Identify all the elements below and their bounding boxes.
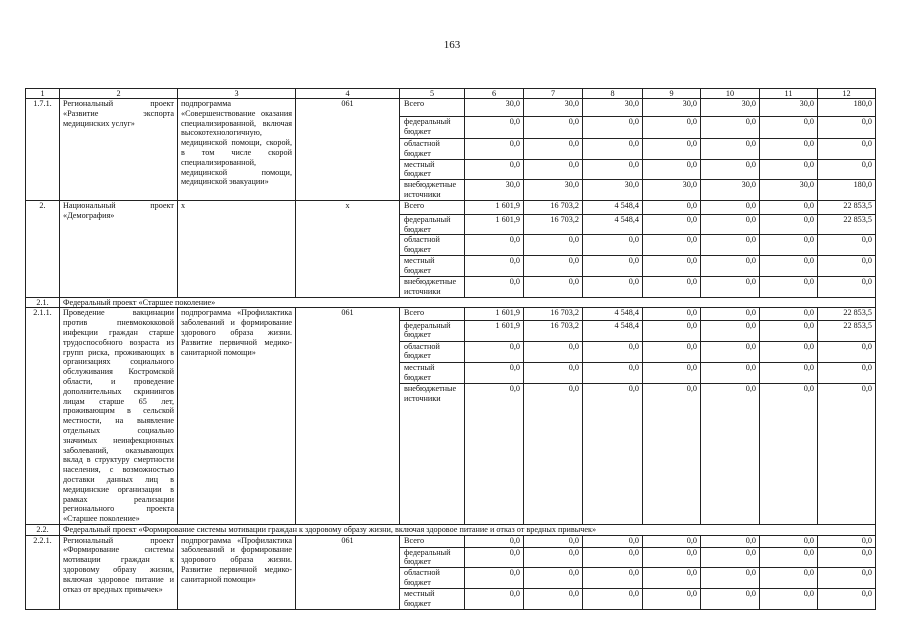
year-value-cell: 30,0 — [524, 180, 583, 201]
column-header: 6 — [465, 89, 524, 99]
column-header: 2 — [60, 89, 178, 99]
year-value-cell: 0,0 — [524, 547, 583, 568]
total-value-cell: 0,0 — [818, 384, 876, 525]
year-value-cell: 30,0 — [465, 99, 524, 117]
section-number: 2.2. — [26, 524, 60, 535]
year-value-cell: 16 703,2 — [524, 200, 583, 214]
column-header: 5 — [400, 89, 465, 99]
total-value-cell: 0,0 — [818, 159, 876, 180]
funding-source: областной бюджет — [400, 235, 465, 256]
column-header: 1 — [26, 89, 60, 99]
column-header: 8 — [583, 89, 643, 99]
funding-source: федеральный бюджет — [400, 117, 465, 139]
year-value-cell: 0,0 — [583, 159, 643, 180]
year-value-cell: 0,0 — [701, 139, 760, 160]
total-value-cell: 22 853,5 — [818, 214, 876, 235]
total-value-cell: 0,0 — [818, 117, 876, 139]
year-value-cell: 1 601,9 — [465, 214, 524, 235]
budget-code: 061 — [296, 535, 400, 609]
total-value-cell: 0,0 — [818, 235, 876, 256]
year-value-cell: 0,0 — [643, 214, 701, 235]
year-value-cell: 0,0 — [465, 547, 524, 568]
year-value-cell: 16 703,2 — [524, 320, 583, 341]
total-value-cell: 0,0 — [818, 547, 876, 568]
year-value-cell: 0,0 — [583, 341, 643, 362]
year-value-cell: 0,0 — [760, 362, 818, 383]
year-value-cell: 0,0 — [760, 320, 818, 341]
year-value-cell: 0,0 — [643, 200, 701, 214]
funding-source: федеральный бюджет — [400, 214, 465, 235]
budget-code: 061 — [296, 308, 400, 525]
year-value-cell: 0,0 — [760, 535, 818, 547]
funding-source: местный бюджет — [400, 159, 465, 180]
year-value-cell: 1 601,9 — [465, 308, 524, 320]
year-value-cell: 0,0 — [701, 589, 760, 610]
year-value-cell: 0,0 — [701, 362, 760, 383]
year-value-cell: 4 548,4 — [583, 308, 643, 320]
budget-code: х — [296, 200, 400, 297]
year-value-cell: 0,0 — [524, 117, 583, 139]
year-value-cell: 0,0 — [760, 235, 818, 256]
row-number: 2.1.1. — [26, 308, 60, 525]
year-value-cell: 0,0 — [760, 139, 818, 160]
table-row — [26, 308, 876, 320]
year-value-cell: 0,0 — [583, 589, 643, 610]
row-number: 1.7.1. — [26, 99, 60, 201]
funding-source: Всего — [400, 308, 465, 320]
year-value-cell: 0,0 — [760, 589, 818, 610]
total-value-cell: 22 853,5 — [818, 320, 876, 341]
year-value-cell: 0,0 — [643, 384, 701, 525]
column-header: 11 — [760, 89, 818, 99]
funding-source: Всего — [400, 99, 465, 117]
program-name: подпрограмма «Совершенствование оказания специализированной, включая высокотехнологичную, медицинской помощи, скорой, в том числе скорой специализированной, медицинской помощи, медицинской эвакуации» — [178, 99, 296, 201]
year-value-cell: 0,0 — [583, 256, 643, 277]
year-value-cell: 0,0 — [524, 589, 583, 610]
funding-source: местный бюджет — [400, 589, 465, 610]
year-value-cell: 0,0 — [760, 256, 818, 277]
total-value-cell: 0,0 — [818, 362, 876, 383]
measure-name: Региональный проект «Развитие экспорта медицинских услуг» — [60, 99, 178, 201]
year-value-cell: 0,0 — [524, 535, 583, 547]
year-value-cell: 0,0 — [643, 535, 701, 547]
year-value-cell: 0,0 — [701, 200, 760, 214]
year-value-cell: 0,0 — [465, 276, 524, 297]
year-value-cell: 0,0 — [524, 256, 583, 277]
table-row — [26, 200, 876, 214]
total-value-cell: 0,0 — [818, 535, 876, 547]
year-value-cell: 30,0 — [524, 99, 583, 117]
column-header: 12 — [818, 89, 876, 99]
year-value-cell: 0,0 — [524, 159, 583, 180]
year-value-cell: 0,0 — [760, 117, 818, 139]
year-value-cell: 0,0 — [643, 139, 701, 160]
year-value-cell: 0,0 — [643, 276, 701, 297]
year-value-cell: 0,0 — [524, 384, 583, 525]
total-value-cell: 180,0 — [818, 180, 876, 201]
year-value-cell: 0,0 — [701, 547, 760, 568]
year-value-cell: 0,0 — [583, 235, 643, 256]
year-value-cell: 0,0 — [643, 117, 701, 139]
year-value-cell: 0,0 — [583, 384, 643, 525]
column-number-row — [26, 89, 876, 99]
year-value-cell: 1 601,9 — [465, 200, 524, 214]
year-value-cell: 0,0 — [760, 200, 818, 214]
year-value-cell: 0,0 — [524, 235, 583, 256]
year-value-cell: 30,0 — [583, 99, 643, 117]
funding-source: местный бюджет — [400, 362, 465, 383]
year-value-cell: 30,0 — [583, 180, 643, 201]
year-value-cell: 30,0 — [701, 180, 760, 201]
year-value-cell: 16 703,2 — [524, 308, 583, 320]
year-value-cell: 0,0 — [701, 276, 760, 297]
program-name: подпрограмма «Профилактика заболеваний и формирование здорового образа жизни. Развитие первичной медико-санитарной помощи» — [178, 535, 296, 609]
year-value-cell: 0,0 — [643, 568, 701, 589]
year-value-cell: 0,0 — [760, 384, 818, 525]
column-header: 9 — [643, 89, 701, 99]
year-value-cell: 30,0 — [643, 180, 701, 201]
year-value-cell: 0,0 — [643, 589, 701, 610]
year-value-cell: 0,0 — [760, 341, 818, 362]
year-value-cell: 0,0 — [465, 589, 524, 610]
year-value-cell: 0,0 — [583, 276, 643, 297]
program-name: подпрограмма «Профилактика заболеваний и формирование здорового образа жизни. Развитие первичной медико-санитарной помощи» — [178, 308, 296, 525]
year-value-cell: 0,0 — [701, 568, 760, 589]
year-value-cell: 0,0 — [701, 535, 760, 547]
year-value-cell: 0,0 — [760, 214, 818, 235]
year-value-cell: 0,0 — [701, 384, 760, 525]
measure-name: Национальный проект «Демография» — [60, 200, 178, 297]
year-value-cell: 0,0 — [701, 117, 760, 139]
total-value-cell: 0,0 — [818, 276, 876, 297]
measure-name: Проведение вакцинации против пневмококковой инфекции граждан старше трудоспособного возраста из групп риска, проживающих в организациях социального обслуживания Костромской области, и проведение дополнительных скринингов лицам старше 65 лет, проживающим в сельской местности, на выявление отдельных социально значимых неинфекционных заболеваний, оказывающих вклад в структуру смертности населения, с возможностью доставки данных лиц в медицинские организации в рамках реализации регионального проекта «Старшее поколение» — [60, 308, 178, 525]
year-value-cell: 0,0 — [465, 159, 524, 180]
year-value-cell: 0,0 — [465, 139, 524, 160]
budget-table-wrapper — [25, 88, 875, 610]
year-value-cell: 0,0 — [524, 568, 583, 589]
year-value-cell: 0,0 — [465, 117, 524, 139]
year-value-cell: 0,0 — [643, 362, 701, 383]
year-value-cell: 0,0 — [701, 341, 760, 362]
year-value-cell: 0,0 — [465, 535, 524, 547]
year-value-cell: 0,0 — [701, 256, 760, 277]
program-name: х — [178, 200, 296, 297]
section-row — [26, 297, 876, 308]
measure-name: Региональный проект «Формирование системы мотивации граждан к здоровому образу жизни, включая здоровое питание и отказ от вредных привычек» — [60, 535, 178, 609]
funding-source: федеральный бюджет — [400, 547, 465, 568]
total-value-cell: 0,0 — [818, 568, 876, 589]
year-value-cell: 30,0 — [760, 180, 818, 201]
year-value-cell: 0,0 — [760, 159, 818, 180]
row-number: 2.2.1. — [26, 535, 60, 609]
funding-source: областной бюджет — [400, 139, 465, 160]
year-value-cell: 0,0 — [524, 139, 583, 160]
year-value-cell: 30,0 — [760, 99, 818, 117]
year-value-cell: 16 703,2 — [524, 214, 583, 235]
year-value-cell: 0,0 — [583, 535, 643, 547]
year-value-cell: 0,0 — [465, 568, 524, 589]
year-value-cell: 0,0 — [643, 159, 701, 180]
year-value-cell: 0,0 — [760, 276, 818, 297]
budget-table — [25, 88, 876, 610]
year-value-cell: 0,0 — [643, 341, 701, 362]
year-value-cell: 0,0 — [701, 320, 760, 341]
funding-source: Всего — [400, 200, 465, 214]
total-value-cell: 22 853,5 — [818, 308, 876, 320]
funding-source: областной бюджет — [400, 341, 465, 362]
total-value-cell: 0,0 — [818, 341, 876, 362]
year-value-cell: 4 548,4 — [583, 214, 643, 235]
section-title: Федеральный проект «Формирование системы мотивации граждан к здоровому образу жизни, включая здоровое питание и отказ от вредных привычек» — [60, 524, 876, 535]
year-value-cell: 0,0 — [701, 159, 760, 180]
year-value-cell: 0,0 — [643, 320, 701, 341]
year-value-cell: 0,0 — [643, 256, 701, 277]
year-value-cell: 0,0 — [583, 139, 643, 160]
year-value-cell: 0,0 — [583, 568, 643, 589]
funding-source: внебюджетные источники — [400, 276, 465, 297]
year-value-cell: 0,0 — [643, 308, 701, 320]
page-number: 163 — [443, 39, 461, 51]
column-header: 3 — [178, 89, 296, 99]
column-header: 7 — [524, 89, 583, 99]
year-value-cell: 0,0 — [524, 276, 583, 297]
year-value-cell: 0,0 — [701, 308, 760, 320]
year-value-cell: 0,0 — [465, 235, 524, 256]
column-header: 10 — [701, 89, 760, 99]
year-value-cell: 0,0 — [760, 547, 818, 568]
year-value-cell: 30,0 — [701, 99, 760, 117]
funding-source: Всего — [400, 535, 465, 547]
section-title: Федеральный проект «Старшее поколение» — [60, 297, 876, 308]
funding-source: внебюджетные источники — [400, 180, 465, 201]
year-value-cell: 0,0 — [524, 362, 583, 383]
year-value-cell: 0,0 — [760, 568, 818, 589]
year-value-cell: 30,0 — [465, 180, 524, 201]
total-value-cell: 0,0 — [818, 589, 876, 610]
year-value-cell: 0,0 — [583, 117, 643, 139]
funding-source: областной бюджет — [400, 568, 465, 589]
total-value-cell: 22 853,5 — [818, 200, 876, 214]
funding-source: внебюджетные источники — [400, 384, 465, 525]
total-value-cell: 180,0 — [818, 99, 876, 117]
year-value-cell: 4 548,4 — [583, 320, 643, 341]
year-value-cell: 0,0 — [643, 235, 701, 256]
table-row — [26, 535, 876, 547]
year-value-cell: 0,0 — [465, 341, 524, 362]
row-number: 2. — [26, 200, 60, 297]
section-row — [26, 524, 876, 535]
funding-source: федеральный бюджет — [400, 320, 465, 341]
year-value-cell: 0,0 — [465, 362, 524, 383]
year-value-cell: 0,0 — [583, 362, 643, 383]
year-value-cell: 0,0 — [465, 256, 524, 277]
year-value-cell: 0,0 — [465, 384, 524, 525]
table-row — [26, 99, 876, 117]
year-value-cell: 0,0 — [643, 547, 701, 568]
year-value-cell: 4 548,4 — [583, 200, 643, 214]
year-value-cell: 0,0 — [583, 547, 643, 568]
funding-source: местный бюджет — [400, 256, 465, 277]
year-value-cell: 30,0 — [643, 99, 701, 117]
total-value-cell: 0,0 — [818, 139, 876, 160]
budget-code: 061 — [296, 99, 400, 201]
year-value-cell: 0,0 — [701, 235, 760, 256]
section-number: 2.1. — [26, 297, 60, 308]
year-value-cell: 0,0 — [524, 341, 583, 362]
year-value-cell: 0,0 — [701, 214, 760, 235]
column-header: 4 — [296, 89, 400, 99]
year-value-cell: 0,0 — [760, 308, 818, 320]
total-value-cell: 0,0 — [818, 256, 876, 277]
year-value-cell: 1 601,9 — [465, 320, 524, 341]
